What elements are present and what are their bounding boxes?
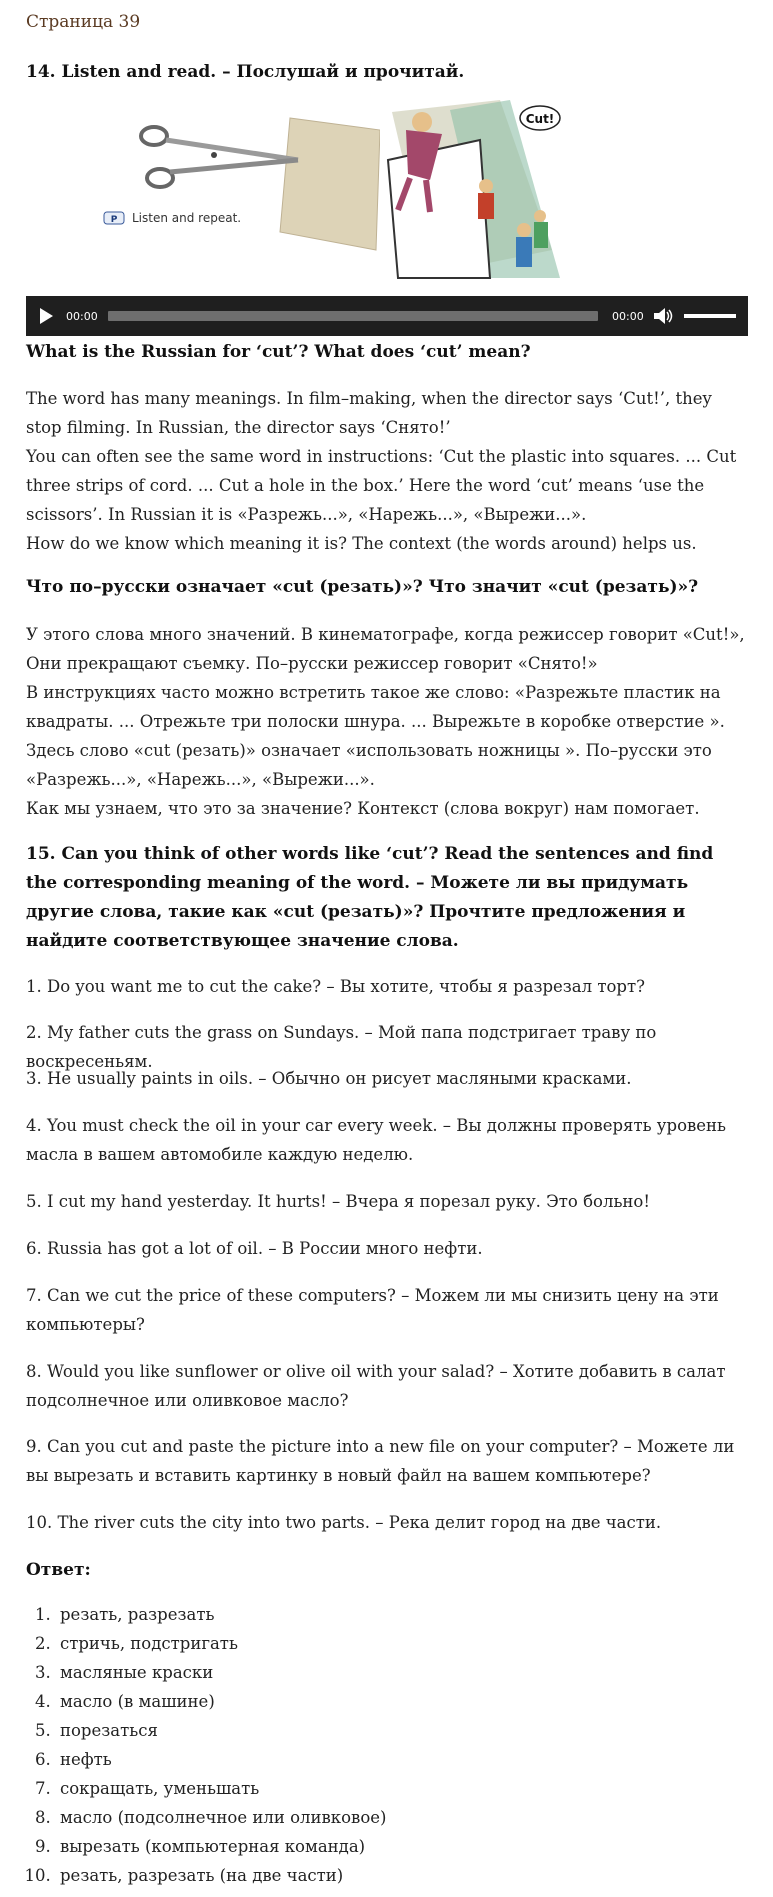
question-en: What is the Russian for ‘cut’? What does ‘cut’ mean? <box>26 342 531 362</box>
para-en-2: You can often see the same word in instructions: ‘Cut the plastic into squares. ... Cut three strips of cord. ... Cut a hole in the box.’ Here the word ‘cut’ means ‘use the scissors’. In Russian it is «Разрежь...», «Нарежь...», «Вырежи...». <box>26 447 737 524</box>
scissors-icon <box>141 127 298 187</box>
paper-sheet <box>280 118 380 250</box>
answer-item: 1. резать, разрезать <box>56 1600 386 1629</box>
para-ru-1: У этого слова много значений. В кинематографе, когда режиссер говорит «Cut!», Они прекращают съемку. По–русски режиссер говорит «Снято!» <box>26 625 745 673</box>
page-label: Страница 39 <box>26 12 141 32</box>
answer-list <box>26 1600 386 1890</box>
answer-item: 4. масло (в машине) <box>56 1687 386 1716</box>
answer-item: 2. стричь, подстригать <box>56 1629 386 1658</box>
sentence-7: 7. Can we cut the price of these computers? – Можем ли мы снизить цену на эти компьютеры? <box>26 1286 719 1334</box>
duration: 00:00 <box>612 309 644 323</box>
illustration <box>110 100 650 278</box>
current-time: 00:00 <box>66 309 98 323</box>
speech-bubble-text: Cut! <box>525 112 555 126</box>
sentence-1: 1. Do you want me to cut the cake? – Вы хотите, чтобы я разрезал торт? <box>26 977 645 996</box>
sentence-4: 4. You must check the oil in your car every week. – Вы должны проверять уровень масла в вашем автомобиле каждую неделю. <box>26 1116 727 1164</box>
sentence-9: 9. Can you cut and paste the picture into a new file on your computer? – Можете ли вы вырезать и вставить картинку в новый файл на вашем компьютере? <box>26 1437 735 1485</box>
figure-caption: Listen and repeat. <box>132 211 242 225</box>
para-en-3: How do we know which meaning it is? The context (the words around) helps us. <box>26 534 697 553</box>
task-14-figure <box>110 100 650 278</box>
answer-heading: Ответ: <box>26 1560 91 1580</box>
task-14-heading: 14. Listen and read. – Послушай и прочитай. <box>26 62 465 82</box>
sentence-2: 2. My father cuts the grass on Sundays. – Мой папа подстригает траву по воскресеньям. <box>26 1023 657 1071</box>
para-ru-2: В инструкциях часто можно встретить такое же слово: «Разрежьте пластик на квадраты. ... Отрежьте три полоски шнура. ... Вырежьте в коробке отверстие ». Здесь слово «cut (резать)» означает «использовать ножницы ». По–русски это «Разрежь...», «Нарежь...», «Вырежи...». <box>26 683 725 789</box>
audio-player <box>26 296 748 336</box>
answer-item: 7. сокращать, уменьшать <box>56 1774 386 1803</box>
sentence-3: 3. He usually paints in oils. – Обычно он рисует масляными красками. <box>26 1069 632 1088</box>
answer-item: 9. вырезать (компьютерная команда) <box>56 1832 386 1861</box>
question-ru: Что по–русски означает «cut (резать)»? Что значит «cut (резать)»? <box>26 577 699 597</box>
answer-item: 8. масло (подсолнечное или оливковое) <box>56 1803 386 1832</box>
volume-icon[interactable] <box>654 308 674 324</box>
cartoon-panel <box>380 100 560 278</box>
sentence-8: 8. Would you like sunflower or olive oil with your salad? – Хотите добавить в салат подсолнечное или оливковое масло? <box>26 1362 726 1410</box>
answer-item: 3. масляные краски <box>56 1658 386 1687</box>
answer-item: 10. резать, разрезать (на две части) <box>56 1861 386 1890</box>
para-en-1: The word has many meanings. In film–making, when the director says ‘Cut!’, they stop filming. In Russian, the director says ‘Снято!’ <box>26 389 712 437</box>
answer-item: 6. нефть <box>56 1745 386 1774</box>
sentence-10: 10. The river cuts the city into two parts. – Река делит город на две части. <box>26 1513 662 1532</box>
badge-letter: P <box>110 215 118 225</box>
task-15-heading: 15. Can you think of other words like ‘cut’? Read the sentences and find the corresponding meaning of the word. – Можете ли вы придумать другие слова, такие как «cut (резать)»? Прочтите предложения и найдите соответствующее значение слова. <box>26 844 714 951</box>
sentence-5: 5. I cut my hand yesterday. It hurts! – Вчера я порезал руку. Это больно! <box>26 1192 650 1211</box>
sentence-6: 6. Russia has got a lot of oil. – В России много нефти. <box>26 1239 483 1258</box>
para-ru-3: Как мы узнаем, что это за значение? Контекст (слова вокруг) нам помогает. <box>26 799 700 818</box>
play-icon[interactable] <box>38 308 54 324</box>
audio-progress-bar[interactable] <box>108 311 598 321</box>
volume-slider[interactable] <box>684 314 736 318</box>
answer-item: 5. порезаться <box>56 1716 386 1745</box>
